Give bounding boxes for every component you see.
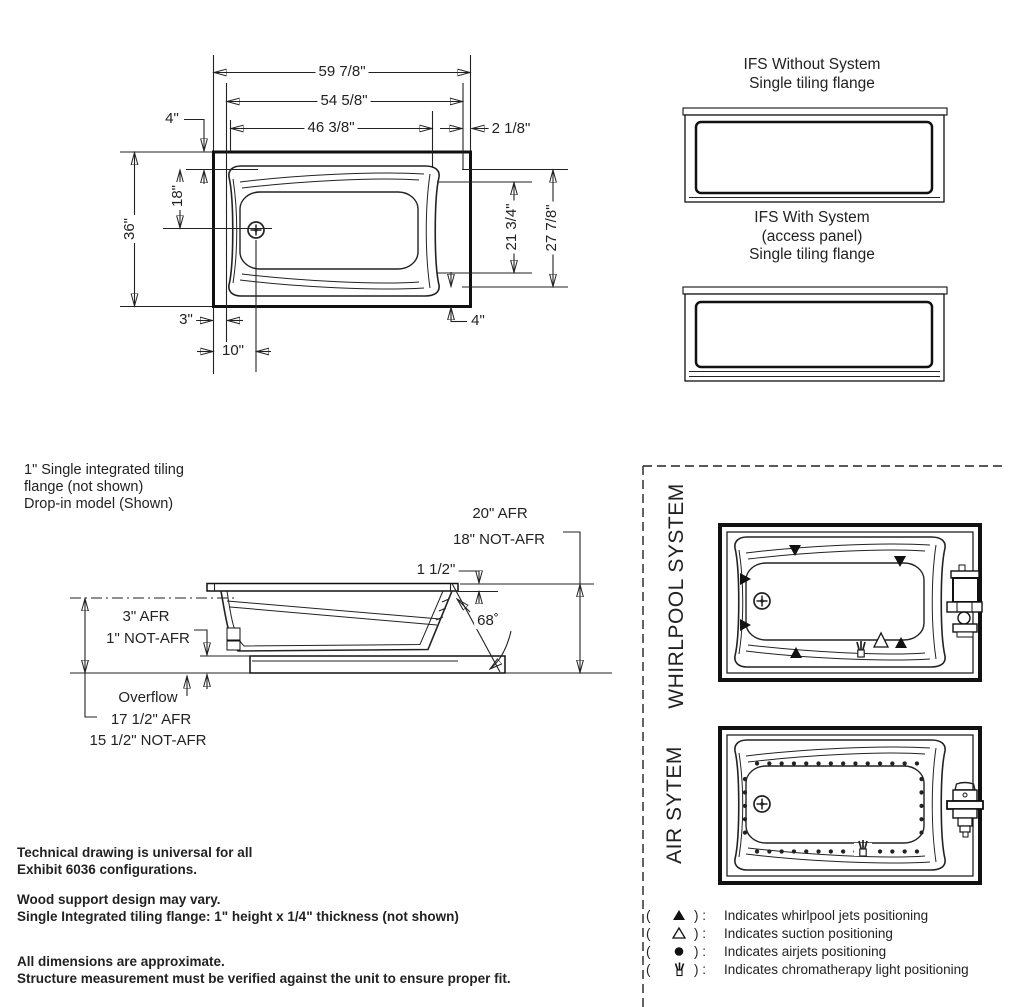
air-system-label: AIR SYTEM (663, 746, 686, 864)
dim-overall-length: 59 7/8" (315, 64, 368, 80)
note-wood-line1: Wood support design may vary. (17, 892, 221, 907)
legend-row-whirlpool-jets (646, 906, 969, 924)
ifs-without-line1: IFS Without System (743, 56, 881, 73)
side-note-line1: 1" Single integrated tiling (24, 462, 184, 478)
dim-rim-height-afr: 20" AFR (469, 506, 530, 522)
dim-base-not-afr: 1" NOT-AFR (103, 631, 193, 647)
note-dims-line1: All dimensions are approximate. (17, 954, 225, 969)
dim-rim-height-not-afr: 18" NOT-AFR (450, 532, 548, 548)
dim-overflow-afr: 17 1/2" AFR (108, 712, 194, 728)
ifs-with-line2: (access panel) (761, 227, 863, 245)
side-note-line3: Drop-in model (Shown) (24, 496, 174, 512)
note-universal-line1: Technical drawing is universal for all (17, 845, 253, 860)
notes-block-universal (17, 845, 252, 878)
ifs-without-line2: Single tiling flange (749, 74, 875, 92)
legend-paren-close: ) : (694, 925, 706, 941)
dim-rim-width: 27 7/8" (544, 201, 560, 254)
note-universal-line2: Exhibit 6036 configurations. (17, 861, 198, 877)
dim-overflow-not-afr: 15 1/2" NOT-AFR (86, 733, 209, 749)
dim-basin-width: 21 3/4" (504, 200, 520, 253)
side-note-line2: flange (not shown) (24, 479, 144, 495)
dim-overall-width: 36" (122, 215, 138, 243)
note-dims-line2: Structure measurement must be verified against the unit to ensure proper fit. (17, 970, 511, 986)
dim-head-to-drain: 18" (170, 182, 186, 210)
ifs-with-line1: IFS With System (754, 209, 870, 226)
whirlpool-system-label: WHIRLPOOL SYSTEM (665, 483, 688, 709)
suction-icon (664, 926, 694, 940)
legend-paren-close: ) : (694, 961, 706, 977)
dim-right-offset: 2 1/8" (489, 121, 534, 137)
whirlpool-jet-icon (664, 908, 694, 922)
legend-paren-close: ) : (694, 943, 706, 959)
ifs-without-system-title (744, 56, 881, 93)
note-wood-line2: Single Integrated tiling flange: 1" height x 1/4" thickness (not shown) (17, 908, 459, 924)
legend-text-chromatherapy: Indicates chromatherapy light positioning (724, 961, 969, 977)
legend-row-suction (646, 924, 969, 942)
legend-text-whirlpool-jets: Indicates whirlpool jets positioning (724, 907, 929, 923)
dim-base-afr: 3" AFR (119, 609, 172, 625)
dim-bottom-left-offset: 3" (176, 312, 196, 328)
chromatherapy-light-icon (664, 962, 694, 977)
dim-basin-length: 46 3/8" (304, 120, 357, 136)
notes-block-wood-support (17, 892, 459, 925)
notes-block-dimensions (17, 954, 511, 987)
legend-paren-open: ( (646, 961, 651, 977)
dim-drain-offset: 10" (219, 343, 247, 359)
side-view-note (24, 462, 184, 513)
dim-rim-length: 54 5/8" (317, 93, 370, 109)
ifs-with-line3: Single tiling flange (749, 246, 875, 263)
dim-rim-thickness: 1 1/2" (414, 562, 459, 578)
dim-bottom-right-offset: 4" (468, 313, 488, 329)
legend-text-airjets: Indicates airjets positioning (724, 943, 887, 959)
dim-wall-angle: 68˚ (474, 613, 502, 629)
dim-top-left-offset: 4" (162, 111, 182, 127)
legend-paren-open: ( (646, 925, 651, 941)
legend-row-airjets (646, 942, 969, 960)
legend-paren-close: ) : (694, 907, 706, 923)
airjet-icon (664, 944, 694, 958)
legend-row-chromatherapy (646, 960, 969, 978)
air-system-diagram (720, 728, 983, 883)
symbol-legend (646, 906, 969, 978)
legend-paren-open: ( (646, 907, 651, 923)
legend-text-suction: Indicates suction positioning (724, 925, 893, 941)
ifs-with-system-title (749, 209, 875, 265)
legend-paren-open: ( (646, 943, 651, 959)
whirlpool-system-diagram (720, 525, 982, 680)
overflow-label: Overflow (115, 690, 180, 706)
